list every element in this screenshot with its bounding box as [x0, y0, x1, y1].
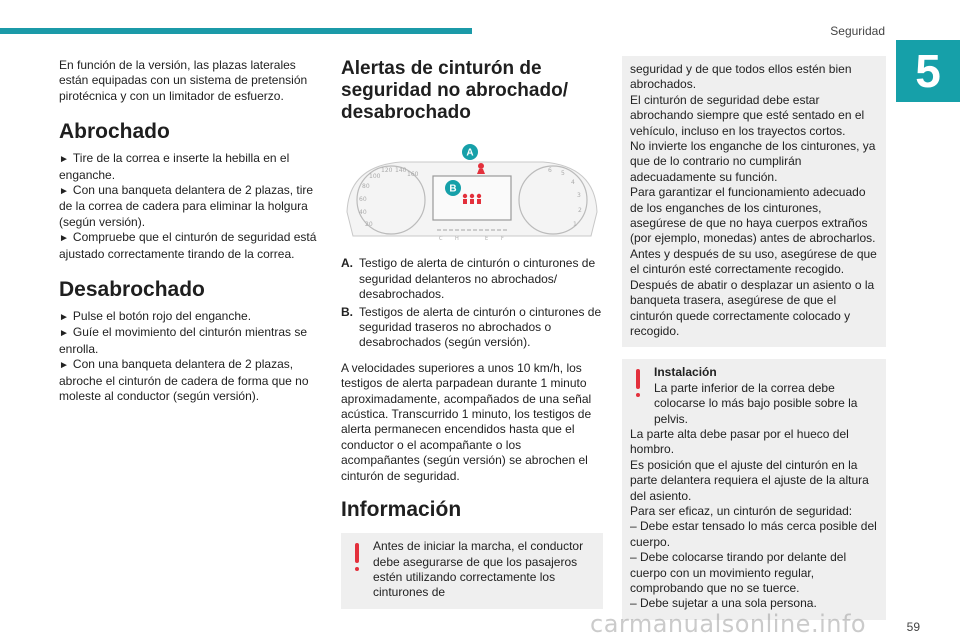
note-line: Para ser eficaz, un cinturón de seguridad:: [630, 503, 853, 518]
note-line: – Debe colocarse tirando por delante del cuerpo con un movimiento regular, comprobando que no se tuerce.: [630, 550, 847, 595]
abrochado-steps: [59, 151, 321, 262]
warning-note: Antes de iniciar la marcha, el conductor debe asegurarse de que los pasajeros estén utilizando correctamente los cinturones de: [341, 533, 603, 609]
column-1: [59, 58, 321, 405]
speed-tick: 80: [362, 183, 370, 190]
instrument-cluster-diagram: [341, 142, 603, 244]
watermark: carmanualsonline.info: [590, 610, 867, 638]
note-line: Es posición que el ajuste del cinturón en la parte delantera requiera el ajuste de la altura del asiento.: [630, 457, 869, 503]
step-item: ► Tire de la correa e inserte la hebilla en el enganche.: [59, 151, 290, 182]
step-item: ► Con una banqueta delantera de 2 plazas, abroche el cinturón de cadera de forma que no moleste al conductor (según versión).: [59, 357, 309, 404]
installation-note: [622, 359, 886, 620]
note-line: El cinturón de seguridad debe estar abrochando siempre que esté sentado en el vehículo, incluso en los trayectos cortos.: [630, 92, 865, 138]
column-3: [622, 56, 886, 620]
gauge-letter: F: [501, 236, 504, 242]
note-line: seguridad y de que todos ellos estén bien abrochados.: [630, 62, 852, 92]
legend-item: B. Testigos de alerta de cinturón o cinturones de seguridad traseros no abrochados o desabrochados (según versión).: [341, 304, 602, 350]
gauge-letter: E: [485, 236, 489, 242]
chapter-number-badge: 5: [896, 40, 960, 102]
speed-tick: 40: [359, 209, 367, 216]
speed-tick: 20: [365, 221, 373, 228]
desabrochado-steps: [59, 309, 321, 404]
note-line: No invierte los enganche de los cinturones, ya que de lo contrario no cumplirán adecuadamente su función.: [630, 139, 876, 184]
rpm-tick: 3: [577, 192, 581, 199]
note-line: Para garantizar el funcionamiento adecuado de los enganches de los cinturones, asegúrese de que no haya cuerpos extraños (por ejemplo, monedas) antes de abrocharlos.: [630, 185, 876, 246]
page-number: 59: [906, 620, 920, 634]
rpm-tick: 2: [578, 207, 582, 214]
desabrochado-heading: Desabrochado: [59, 278, 205, 302]
step-item: ► Con una banqueta delantera de 2 plazas, tire de la correa de cadera para eliminar la holgura (según versión).: [59, 183, 314, 229]
speed-tick: 120: [381, 167, 393, 174]
rpm-tick: 6: [548, 167, 552, 174]
intro-paragraph: En función de la versión, las plazas laterales están equipadas con un sistema de pretensión pirotécnica y con un limitador de esfuerzo.: [59, 58, 308, 103]
installation-title: Instalación: [654, 365, 717, 380]
section-title: Seguridad: [830, 24, 885, 38]
svg-text:B: B: [449, 183, 457, 195]
rpm-tick: 1: [573, 221, 577, 228]
rpm-tick: 5: [561, 170, 565, 177]
speed-tick: 160: [407, 171, 419, 178]
step-item: ► Compruebe que el cinturón de seguridad está ajustado correctamente tirando de la correa.: [59, 230, 317, 261]
gauge-letter: C: [439, 236, 443, 242]
svg-text:A: A: [466, 147, 474, 159]
warning-icon: [636, 369, 640, 389]
diagram-legend: [341, 256, 603, 350]
warning-icon: [355, 543, 359, 563]
arrow-right-icon: ►: [59, 360, 69, 372]
speed-tick: 140: [395, 167, 407, 174]
alerts-body: A velocidades superiores a unos 10 km/h, los testigos de alerta parpadean durante 1 minuto aproximadamente, acompañados de una señal acústica. Transcurrido 1 minuto, los testigos de alerta permanecen encendidos hasta que el conductor o el acompañante o los acompañantes (según versión) se abrochen el cinturón de seguridad.: [341, 360, 592, 483]
note-line: Antes y después de su uso, asegúrese de que el cinturón esté correctamente recogido.: [630, 246, 877, 277]
note-line: – Debe sujetar a una sola persona.: [630, 596, 817, 611]
legend-item: A. Testigo de alerta de cinturón o cinturones de seguridad delanteros no abrochados/ desabrochados.: [341, 256, 596, 302]
note-line: La parte alta debe pasar por el hueco del hombro.: [630, 426, 849, 457]
column-2: [341, 58, 603, 609]
callout-b: [445, 180, 461, 196]
speed-tick: 60: [359, 196, 367, 203]
note-line: Después de abatir o desplazar un asiento o la banqueta trasera, asegúrese de que el cinturón quede correctamente colocado y recogido.: [630, 277, 875, 338]
arrow-right-icon: ►: [59, 312, 69, 324]
step-item: ► Guíe el movimiento del cinturón mientras se enrolla.: [59, 325, 308, 356]
alerts-heading: Alertas de cinturón de seguridad no abrochado/ desabrochado: [341, 58, 568, 123]
abrochado-heading: Abrochado: [59, 120, 170, 144]
header-accent-bar: [0, 28, 472, 34]
arrow-right-icon: ►: [59, 233, 69, 245]
arrow-right-icon: ►: [59, 154, 69, 166]
speed-tick: 100: [369, 173, 381, 180]
info-heading: Información: [341, 498, 462, 522]
warning-note-continued: [622, 56, 886, 347]
arrow-right-icon: ►: [59, 328, 69, 340]
gauge-letter: H: [455, 236, 459, 242]
rpm-tick: 4: [571, 179, 575, 186]
step-item: ► Pulse el botón rojo del enganche.: [59, 309, 252, 324]
note-line: – Debe estar tensado lo más cerca posible del cuerpo.: [630, 519, 877, 549]
note-line: La parte inferior de la correa debe colocarse lo más bajo posible sobre la pelvis.: [654, 380, 858, 426]
callout-a: [462, 144, 478, 160]
arrow-right-icon: ►: [59, 186, 69, 198]
